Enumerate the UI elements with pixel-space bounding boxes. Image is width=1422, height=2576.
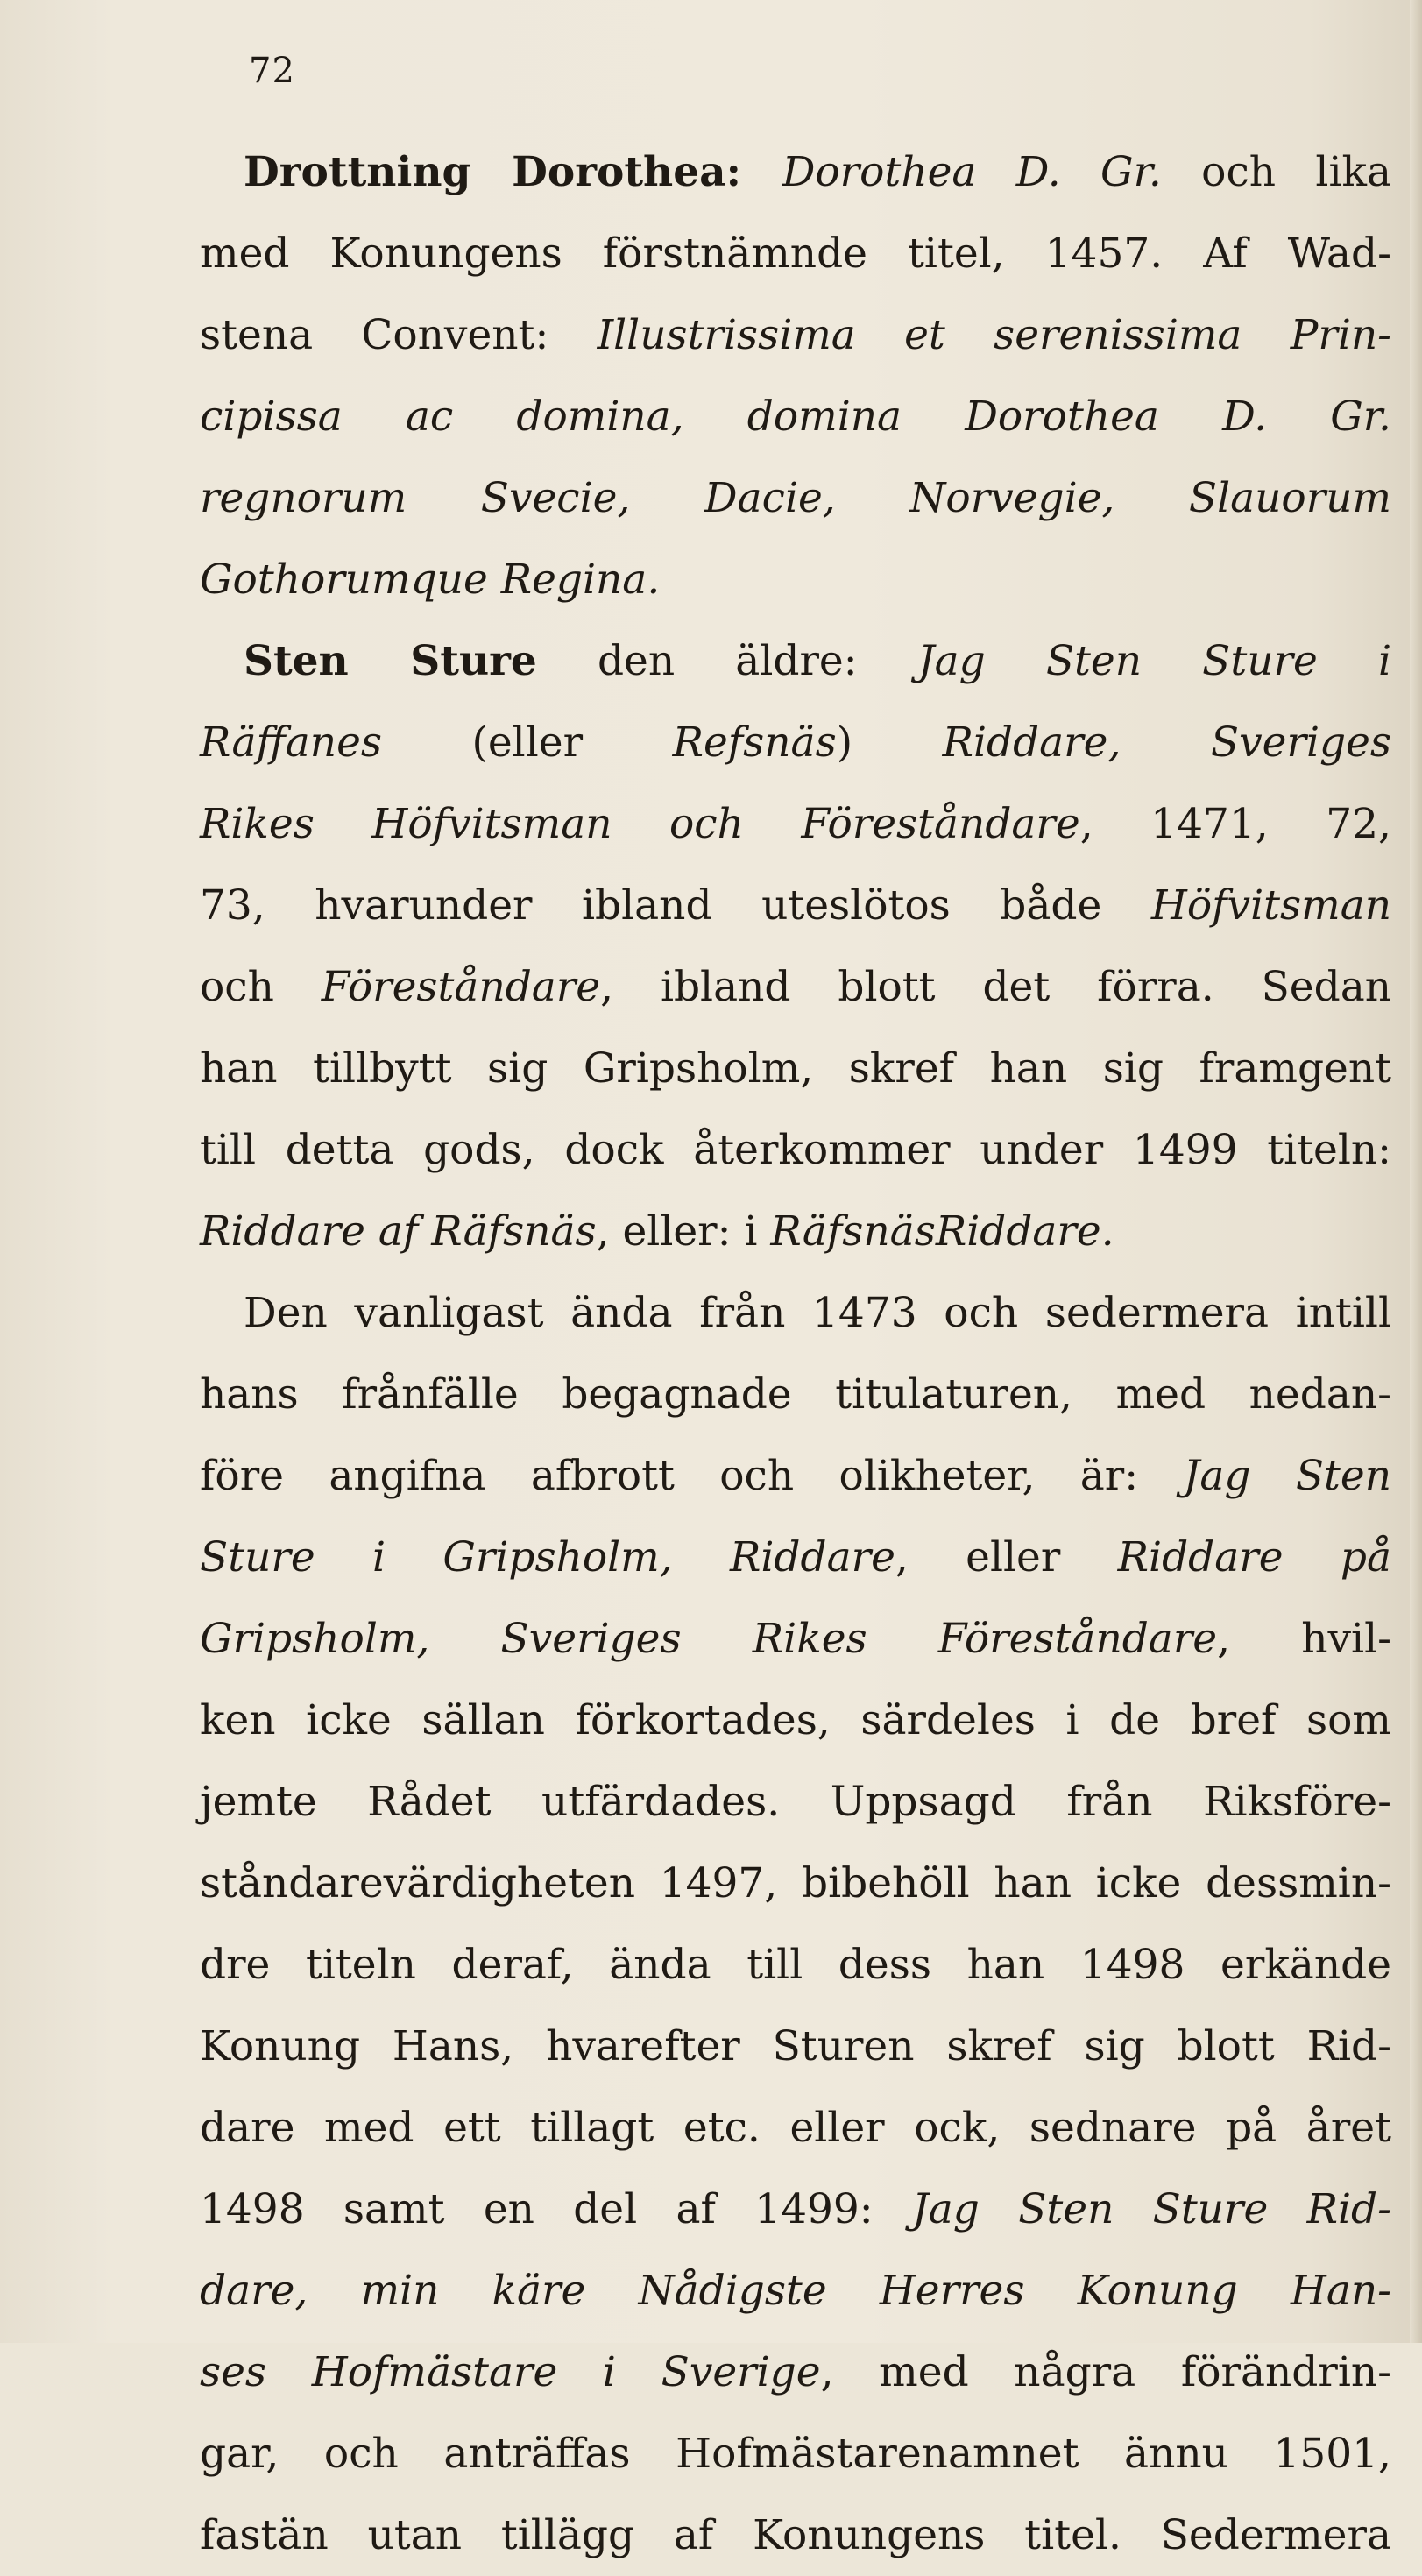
text-run: gar, och anträffas Hofmästarenamnet ännu 1501, <box>200 2430 1391 2478</box>
text-line <box>200 1517 1391 1598</box>
text-line <box>200 620 1391 702</box>
text-run: före angifna afbrott och olikheter, är: <box>200 1452 1184 1500</box>
italic-text: Gripsholm, Sveriges Rikes Föreståndare <box>200 1615 1218 1663</box>
text-run: (eller <box>382 718 673 767</box>
text-run: , ibland blott det förra. Sedan <box>600 963 1391 1011</box>
page-number: 72 <box>249 51 295 91</box>
text-line <box>200 2250 1391 2332</box>
text-line <box>200 1191 1391 1272</box>
text-run: och <box>200 963 322 1011</box>
text-line <box>200 1272 1391 1354</box>
text-run: och lika <box>1161 148 1391 196</box>
text-run: ken icke sällan förkortades, särdeles i de bref som <box>200 1696 1391 1744</box>
text-run: , hvil- <box>1217 1615 1391 1663</box>
text-line <box>200 1435 1391 1517</box>
italic-text: Föreståndare <box>321 963 601 1011</box>
text-line <box>200 2495 1391 2576</box>
text-line <box>200 946 1391 1028</box>
text-line <box>200 131 1391 213</box>
text-run: jemte Rådet utfärdades. Uppsagd från Riksföre- <box>200 1778 1391 1826</box>
italic-text: Riddare på <box>1117 1533 1391 1582</box>
text-line <box>200 1924 1391 2006</box>
text-line <box>200 1109 1391 1191</box>
italic-text: Dorothea D. Gr. <box>782 148 1162 196</box>
text-run: , 1471, 72, <box>1079 800 1391 848</box>
text-line <box>200 1761 1391 1843</box>
text-run: stena Convent: <box>200 311 598 359</box>
italic-text: Jag Sten <box>1183 1452 1391 1500</box>
text-line <box>200 457 1391 539</box>
text-run: hans frånfälle begagnade titulaturen, med nedan- <box>200 1370 1391 1419</box>
text-line <box>200 2169 1391 2250</box>
bold-text: Sten Sture <box>244 637 537 685</box>
italic-text: Riddare, Sveriges <box>942 718 1391 767</box>
italic-text: Refsnäs <box>672 718 837 767</box>
italic-text: Höfvitsman <box>1150 881 1391 930</box>
text-line <box>200 2332 1391 2413</box>
text-line <box>200 702 1391 783</box>
italic-text: regnorum Svecie, Dacie, Norvegie, Slauorum <box>200 474 1391 522</box>
italic-text: Jag Sten Sture i <box>917 637 1392 685</box>
italic-text: Jag Sten Sture Rid- <box>911 2185 1391 2233</box>
text-line <box>200 294 1391 376</box>
text-line <box>200 1598 1391 1680</box>
text-line <box>200 2087 1391 2169</box>
text-run: dare med ett tillagt etc. eller ock, sednare på året <box>200 2104 1391 2152</box>
italic-text: ses Hofmästare i Sverige <box>200 2348 821 2396</box>
italic-text: Gothorumque Regina. <box>200 556 661 604</box>
text-line <box>200 783 1391 865</box>
text-run: Den vanligast ända från 1473 och sedermera intill <box>244 1289 1391 1337</box>
text-line <box>200 1028 1391 1109</box>
italic-text: RäfsnäsRiddare. <box>770 1207 1114 1256</box>
italic-text: Illustrissima et serenissima Prin- <box>597 311 1392 359</box>
text-line <box>200 2413 1391 2495</box>
text-line <box>200 1843 1391 1924</box>
italic-text: dare, min käre Nådigste Herres Konung Han- <box>200 2267 1391 2315</box>
italic-text: Riddare af Räfsnäs <box>200 1207 597 1256</box>
text-line <box>200 2006 1391 2087</box>
text-run: fastän utan tillägg af Konungens titel. Sedermera <box>200 2511 1391 2559</box>
text-run: till detta gods, dock återkommer under 1499 titeln: <box>200 1126 1391 1174</box>
italic-text: Sture i Gripsholm, Riddare <box>200 1533 895 1582</box>
page-edge <box>1410 0 1422 2343</box>
text-run: , eller: i <box>596 1207 771 1256</box>
text-line <box>200 539 1391 620</box>
text-run: 73, hvarunder ibland uteslötos både <box>200 881 1151 930</box>
text-run: den äldre: <box>536 637 918 685</box>
text-line <box>200 865 1391 946</box>
text-run: dre titeln deraf, ända till dess han 1498 erkände <box>200 1941 1391 1989</box>
italic-text: Räffanes <box>200 718 383 767</box>
text-run: med Konungens förstnämnde titel, 1457. Af Wad- <box>200 230 1391 278</box>
text-run: ståndarevärdigheten 1497, bibehöll han icke dessmin- <box>200 1859 1391 1907</box>
text-run: , med några förändrin- <box>820 2348 1392 2396</box>
text-run: , eller <box>895 1533 1118 1582</box>
text-line <box>200 1680 1391 1761</box>
text-run: Konung Hans, hvarefter Sturen skref sig blott Rid- <box>200 2022 1391 2070</box>
text-run: ) <box>836 718 943 767</box>
text-line <box>200 376 1391 457</box>
italic-text: cipissa ac domina, domina Dorothea D. Gr. <box>200 393 1391 441</box>
text-run: 1498 samt en del af 1499: <box>200 2185 912 2233</box>
text-line <box>200 213 1391 294</box>
bold-text: Drottning Dorothea: <box>244 148 782 196</box>
text-line <box>200 1354 1391 1435</box>
text-run: han tillbytt sig Gripsholm, skref han sig framgent <box>200 1044 1391 1093</box>
italic-text: Rikes Höfvitsman och Föreståndare <box>200 800 1080 848</box>
body-text <box>200 131 1391 2576</box>
